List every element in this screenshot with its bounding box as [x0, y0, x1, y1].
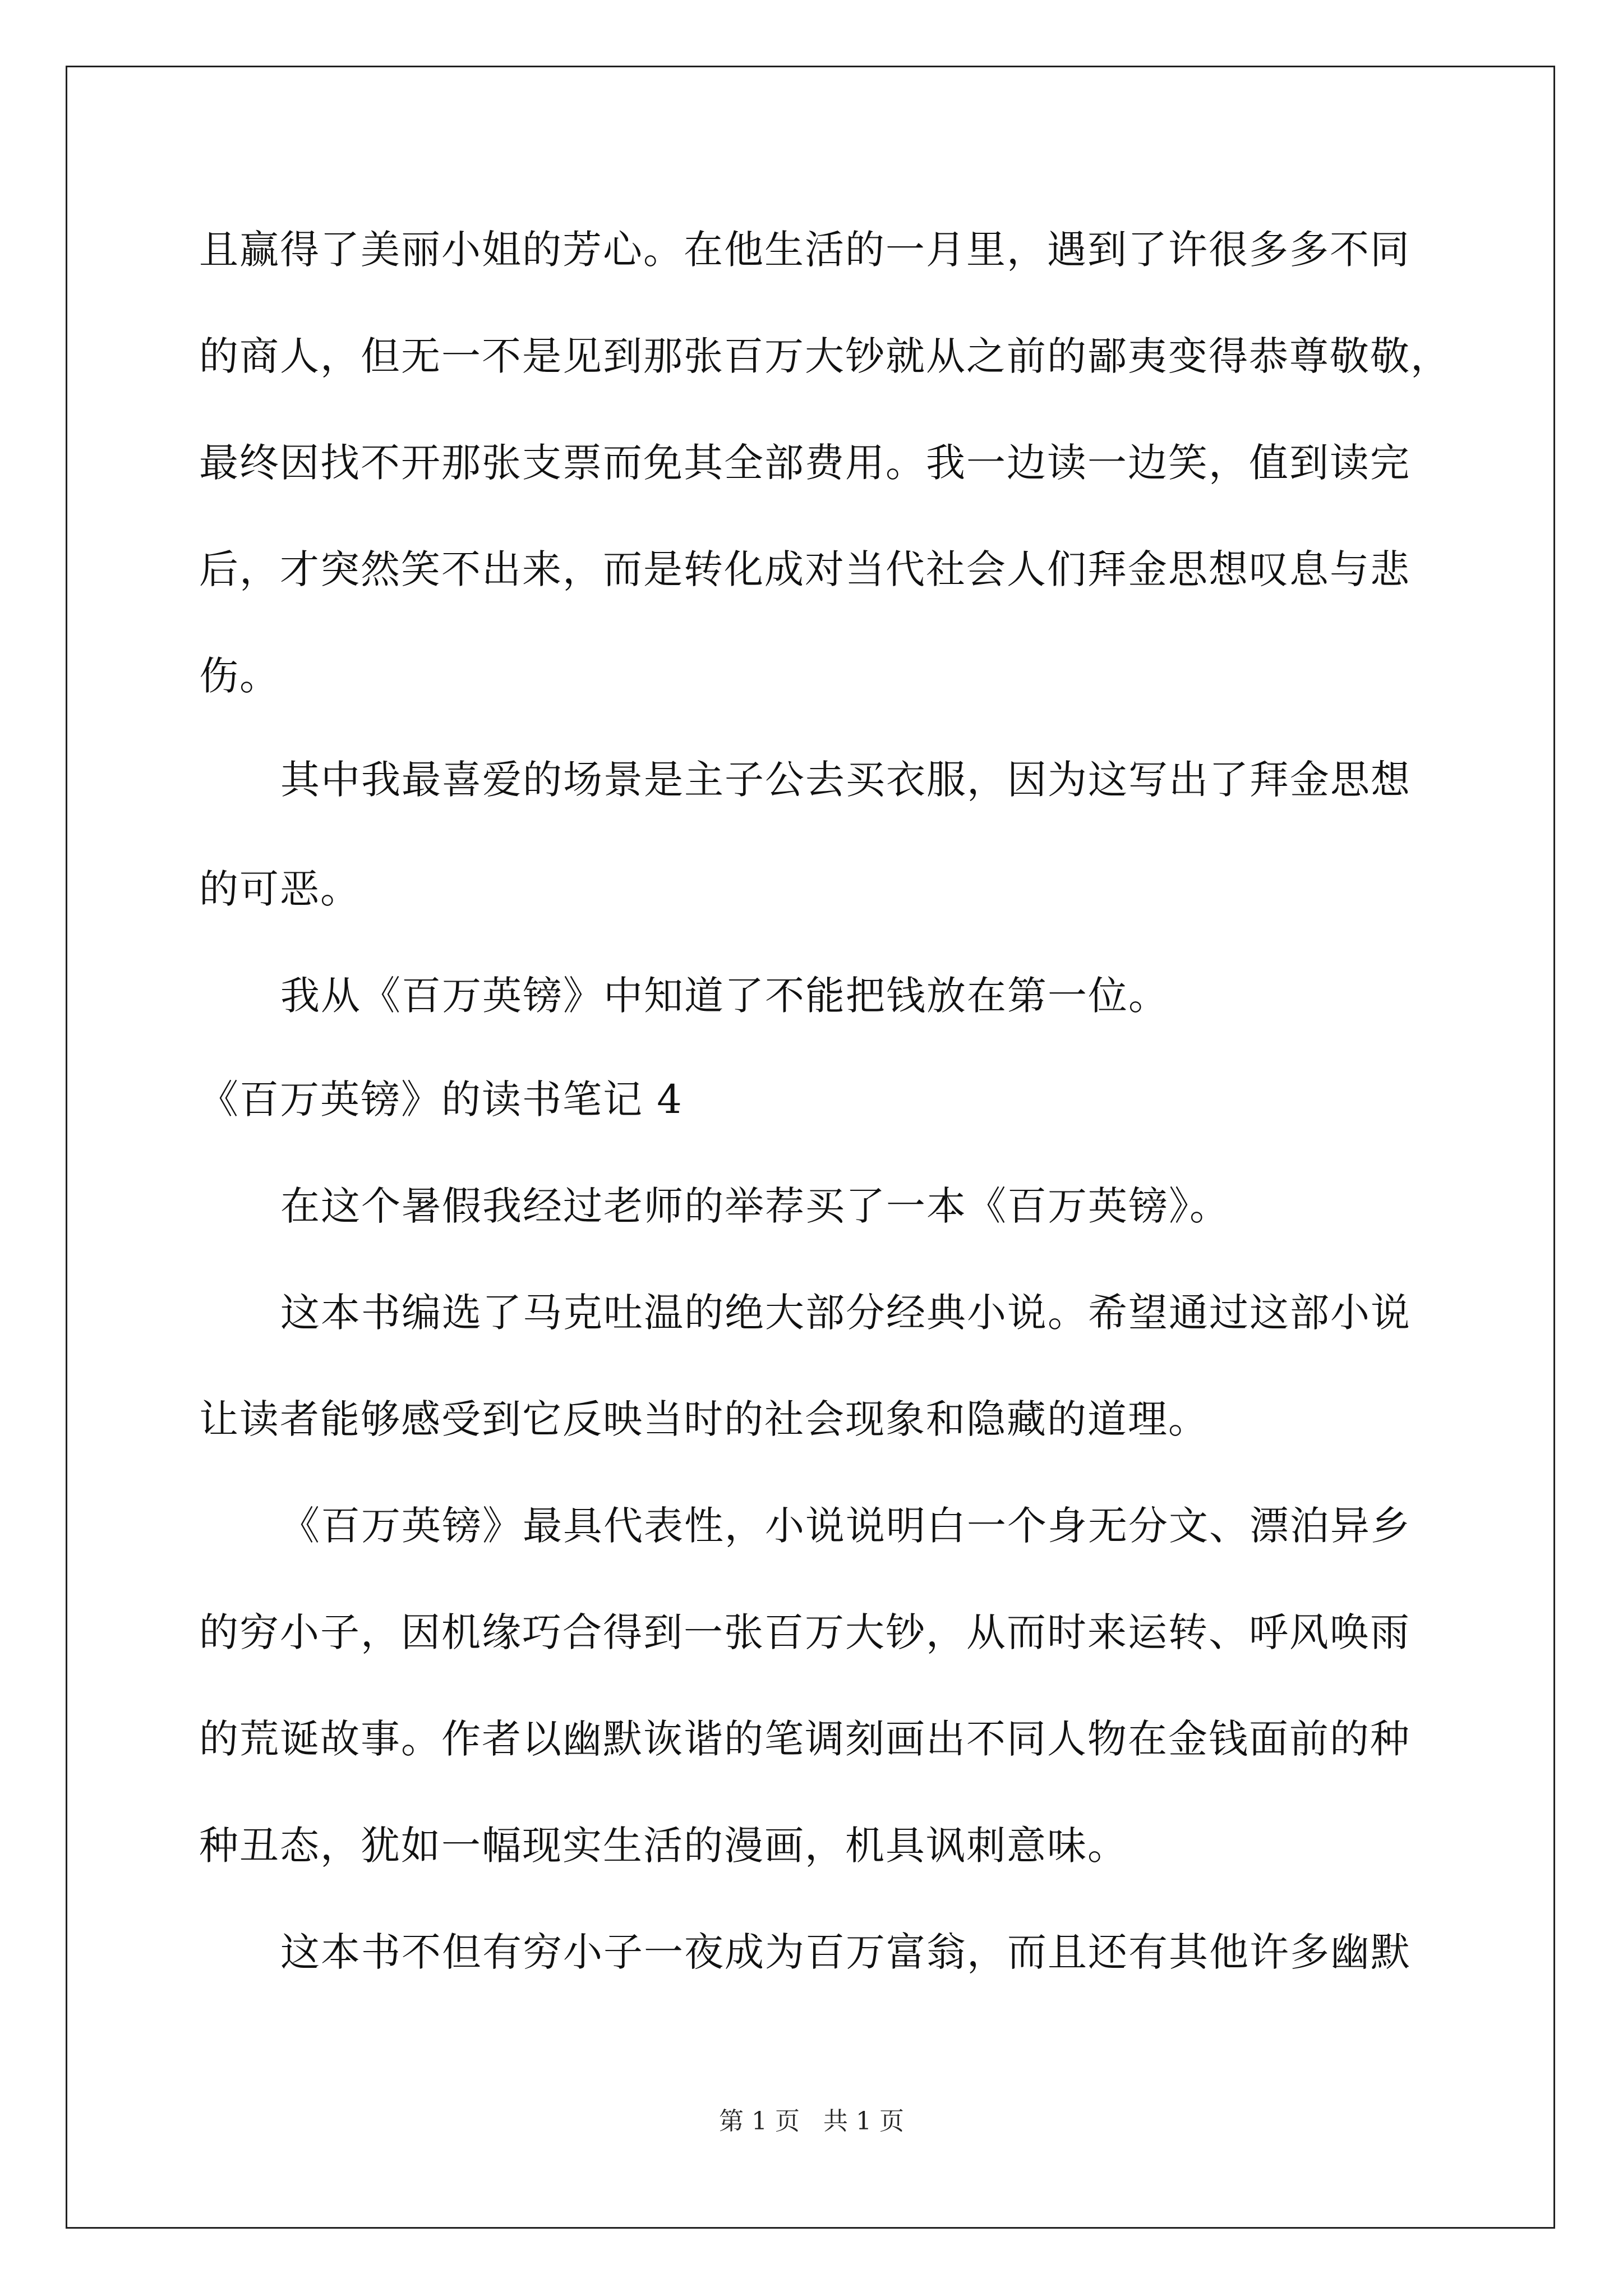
section-heading: 《百万英镑》的读书笔记 4 [199, 1076, 683, 1122]
paragraph-start: 其中我最喜爱的场景是主子公去买衣服，因为这写出了拜金思想 [280, 757, 1411, 803]
text-line: 伤。 [199, 653, 280, 699]
text-line: 的商人，但无一不是见到那张百万大钞就从之前的鄙夷变得恭尊敬敬， [199, 333, 1451, 379]
paragraph-start: 在这个暑假我经过老师的举荐买了一本《百万英镑》。 [280, 1183, 1230, 1229]
page-footer: 第 1 页 共 1 页 [719, 2107, 904, 2136]
text-line: 最终因找不开那张支票而免其全部费用。我一边读一边笑，值到读完 [199, 440, 1410, 486]
page-border [66, 66, 1555, 2229]
text-line: 让读者能够感受到它反映当时的社会现象和隐藏的道理。 [199, 1396, 1209, 1442]
text-line: 且赢得了美丽小姐的芳心。在他生活的一月里，遇到了许很多多不同 [199, 227, 1410, 273]
paragraph-start: 我从《百万英镑》中知道了不能把钱放在第一位。 [280, 973, 1169, 1019]
text-line: 的穷小子，因机缘巧合得到一张百万大钞，从而时来运转、呼风唤雨 [199, 1609, 1410, 1655]
text-line: 的荒诞故事。作者以幽默诙谐的笔调刻画出不同人物在金钱面前的种 [199, 1716, 1410, 1762]
text-line: 的可恶。 [199, 866, 361, 912]
paragraph-start: 这本书编选了马克吐温的绝大部分经典小说。希望通过这部小说 [280, 1290, 1411, 1336]
text-line: 后，才突然笑不出来，而是转化成对当代社会人们拜金思想叹息与悲 [199, 546, 1410, 592]
paragraph-start: 这本书不但有穷小子一夜成为百万富翁，而且还有其他许多幽默 [280, 1929, 1411, 1975]
text-line: 种丑态，犹如一幅现实生活的漫画，机具讽刺意味。 [199, 1823, 1128, 1869]
paragraph-start: 《百万英镑》最具代表性，小说说明白一个身无分文、漂泊异乡 [280, 1503, 1411, 1549]
